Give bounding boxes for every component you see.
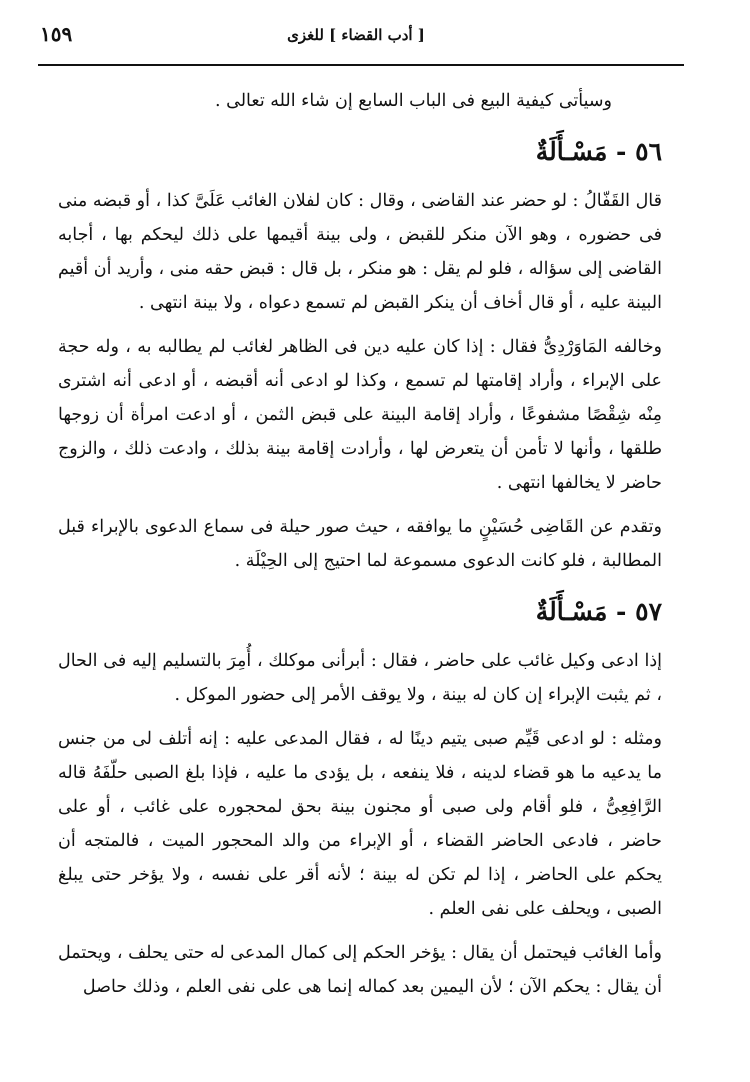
section-heading-56: ٥٦ - مَسْـأَلَةٌ: [535, 137, 662, 166]
paragraph-4: إذا ادعى وكيل غائب على حاضر ، فقال : أبرأنى موكلك ، أُمِرَ بالتسليم إليه فى الحال ، ثم يثبت الإبراء إن كان له بينة ، ولا يوقف الأمر إلى حضور الموكل .: [58, 651, 662, 705]
paragraph-5: ومثله : لو ادعى قَيِّم صبى يتيم دينًا له ، فقال المدعى عليه : إنه أتلف لى من جنس ما يدعيه ما هو قضاء لدينه ، فلا ينفعه ، بل يؤدى ما عليه ، فإذا بلغ الصبى حلّفَهُ قاله الرَّافِعِىُّ ، فلو أقام ولى صبى أو مجنون بينة بحق لمحجوره على غائب ، أو على حاضر ، فادعى الحاضر القضاء ، أو الإبراء من والد المحجور الميت ، فالمتجه أن يحكم على الحاضر ، إذا لم تكن له بينة ؛ لأنه أقر على نفسه ، ولا يؤخر حتى يبلغ الصبى ، ويحلف على نفى العلم .: [58, 729, 662, 919]
page-header: [40, 22, 672, 52]
paragraph-1: قال القَفّالُ : لو حضر عند القاضى ، وقال : كان لفلان الغائب عَلَىَّ كذا ، أو قبضه منى فى حضوره ، وهو الآن منكر للقبض ، ولى بينة أقيمها على ذلك ليحكم بها ، أجابه القاضى إلى سؤاله ، فلو لم يقل : هو منكر ، بل قال : قبض حقه منى ، وأريد أن أقيم البينة عليه ، أو قال أخاف أن ينكر القبض لم تسمع دعواه ، ولا بينة انتهى .: [58, 191, 662, 313]
paragraph-2: وخالفه المَاوَرْدِىُّ فقال : إذا كان عليه دين فى الظاهر لغائب لم يطالبه به ، وله حجة على الإبراء ، وأراد إقامتها لم تسمع ، وكذا لو ادعى أنه أقبضه ، أو ادعى أنه اشترى مِنْه شِقْصًا مشفوعًا ، وأراد إقامة البينة على قبض الثمن ، أو ادعت امرأة أن زوجها طلقها ، وأنها لا تأمن أن يتعرض لها ، وأرادت إقامة بينة بذلك ، وادعت ذلك ، والزوج حاضر لا يخالفها انتهى .: [58, 337, 662, 493]
paragraph-3: وتقدم عن القَاضِى حُسَيْنٍ ما يوافقه ، حيث صور حيلة فى سماع الدعوى بالإبراء قبل المطالبة ، فلو كانت الدعوى مسموعة لما احتيج إلى الحِيْلَة .: [58, 517, 662, 571]
page-number: ١٥٩: [40, 22, 73, 46]
lead-line: وسيأتى كيفية البيع فى الباب السابع إن شاء الله تعالى .: [215, 91, 612, 111]
paragraph-6: وأما الغائب فيحتمل أن يقال : يؤخر الحكم إلى كمال المدعى له حتى يحلف ، ويحتمل أن يقال : يحكم الآن ؛ لأن اليمين بعد كماله إنما هى على نفى العلم ، وذلك حاصل: [58, 943, 662, 997]
header-rule: [38, 64, 684, 66]
body-text: [58, 84, 662, 1014]
running-head: [ أدب القضاء ] للغزى: [287, 26, 425, 44]
section-heading-57: ٥٧ - مَسْـأَلَةٌ: [535, 597, 662, 626]
